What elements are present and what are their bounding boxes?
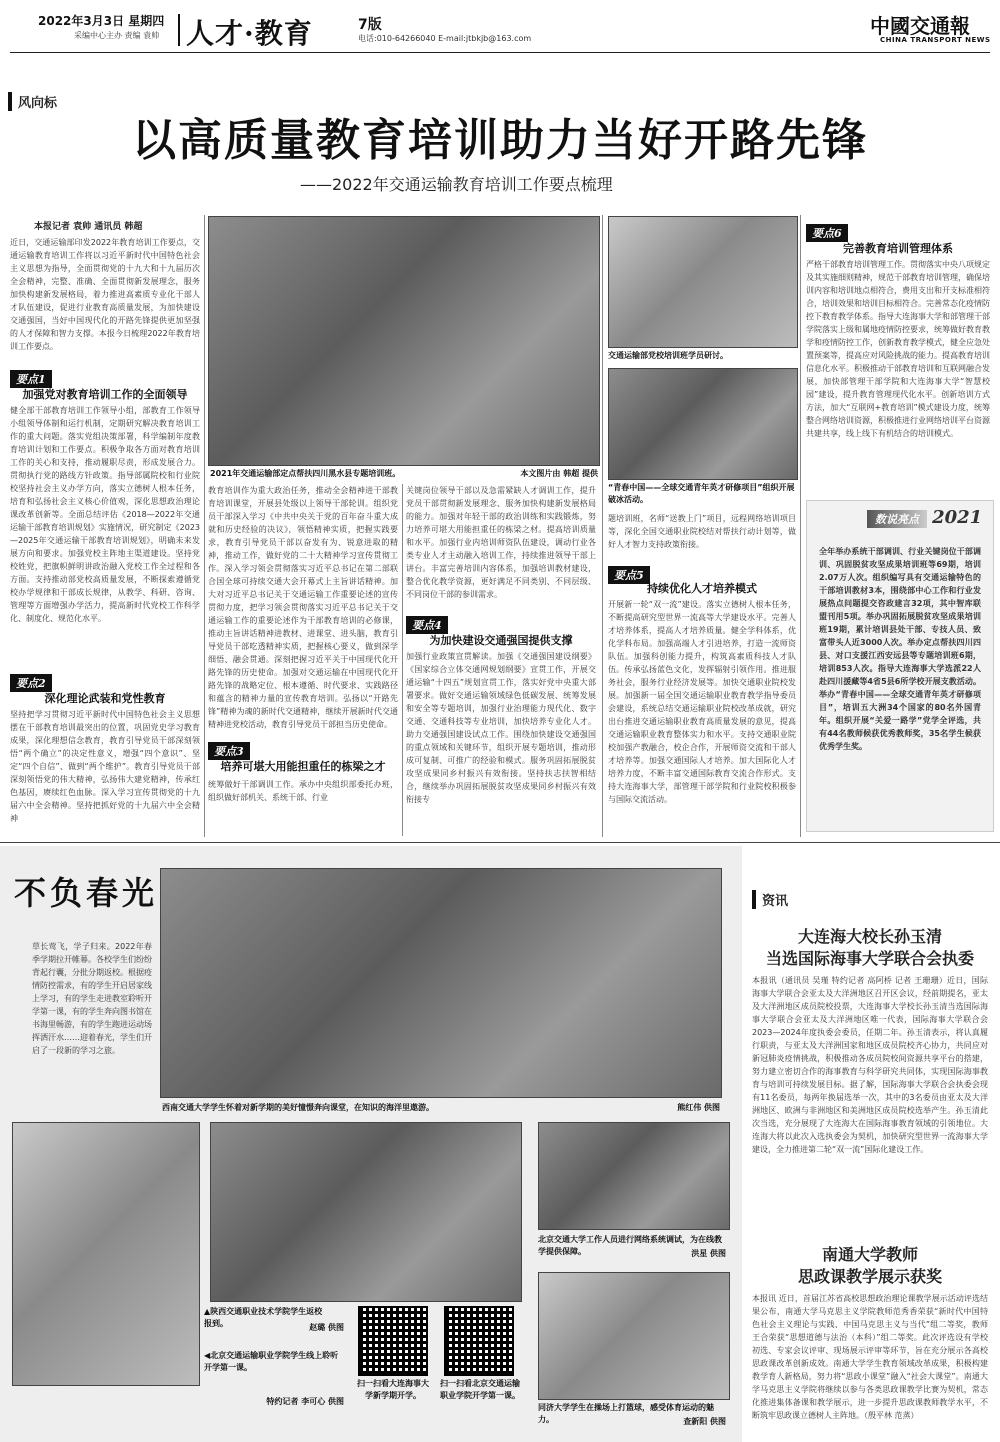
col-divider-3 [602,215,603,837]
icebreaker-photo [608,368,798,480]
section-rule [0,842,1000,843]
photo-d-caption: 同济大学学生在操场上打篮球，感受体育运动的魅力。 [538,1403,714,1424]
photo3-caption: “青春中国——全球交通青年英才研修项目”组织开展破冰活动。 [608,483,795,504]
masthead [0,0,1000,74]
newspaper-logo-en: CHINA TRANSPORT NEWS [880,36,991,44]
newspaper-logo: 中國交通報 [870,14,970,38]
point3-badge [208,740,250,760]
photo-a-credit: 赵璐 供图 [309,1323,344,1332]
news2-title-2: 思政课教学展示获奖 [797,1267,942,1286]
point6-heading: 完善教育培训管理体系 [843,242,953,255]
point4-badge [406,614,448,634]
point5-heading: 持续优化人才培养模式 [647,582,757,595]
photo1-credit: 本文图片由 韩超 提供 [520,469,598,478]
point3-text: 统筹做好干部调训工作。承办中央组织部委托办班，组织做好部机关、系统干部、行业 [208,780,398,802]
spring-text: 草长莺飞，学子归来。2022年春季学期拉开帷幕。各校学生们纷纷背起行囊，分批分期返校。根据疫情防控需求，有的学生开启居家线上学习，有的学生走进教室聆听开学第一课，有的学生奔向图书馆在书海里畅游，有的学生跑进运动场挥洒汗水……迎着春光，学生们开启了一段新的学习之旅。 [32,942,152,1055]
point3-heading: 培养可堪大用能担重任的栋梁之才 [220,760,386,773]
point2-heading: 深化理论武装和党性教育 [44,692,166,705]
news-label: 资讯 [762,894,789,909]
qr-code-beijing[interactable] [444,1306,514,1376]
news1-title-1: 大连海大校长孙玉清 [797,927,942,946]
right-top-text: 题培训班，名师“送教上门”项目，远程网络培训项目等，深化全国交通职业院校结对帮扶行动计划等，做好人才智力支持政策衔接。 [608,514,796,549]
point1-label: 要点1 [10,370,52,388]
qr1-caption: 扫一扫看大连海事大学新学期开学。 [357,1379,429,1400]
issue-date: 2022年3月3日 星期四 [38,14,165,28]
col-divider-1 [204,215,205,837]
news-tag [752,890,788,909]
point1-heading: 加强党对教育培训工作的全面领导 [22,388,188,401]
stats-year: 2021 [932,507,983,528]
point1-text: 健全部干部教育培训工作领导小组，部教育工作领导小组领导体制和运行机制，定期研究解决教育培训工作的重大问题。落实党组决策部署，科学编制年度教育培训计划和工作要点。积极争取各方面对教育培训工作的关心和支持，推动履职尽责，形成发展合力。贯彻执行党的路线方针政策。指导部属院校和行业院校坚持社会主义办学方向，落实立德树人根本任务，培育和弘扬社会主义核心价值观，深化思想政治理论课改革创新等。全面总结评估《2018—2022年交通运输干部教育培训规划》实施情况，研究制定《2023—2025年交通运输干部教育培训规划》，明确未来发展方向和要求。加强党校主阵地主渠道建设。坚持党校姓党，把旗帜鲜明讲政治融入党校工作全过程和各方面。支持推动部党校高质量发展，不断探索遵循党校办学规律和干部成长规律，从教学、科研、咨询、管理等方面增强办学活力，提高新时代党校工作科学化、制度化、规范化水平。 [10,406,200,623]
point6-text: 严格干部教育培训管理工作。贯彻落实中央八项规定及其实施细则精神，规范干部教育培训管理，确保培训内容和培训地点相符合，费用支出和开支标准相符合，培训效果和培训目标相符合。完善常态化疫情防控下教育教学体系。指导大连海事大学和部管理干部学院落实上级和属地疫情防控要求，统筹做好教育教学和疫情防控工作，创新教育教学模式，健全应急处置预案等，提高应对风险挑战的能力。提高教育培训信息化水平。积极推动干部教育培训和互联网融合发展，加快部管理干部学院和大连海事大学“智慧校园”建设，提升教育管理现代化水平。创新培训方式方法，加大“互联网+教育培训”模式建设力度，统筹整合网络培训资源，积极推进行业网络培训平台资源共建共享，线上线下有机结合的培训模式。 [806,260,990,438]
news2-title-1: 南通大学教师 [821,1245,918,1264]
point3-label: 要点3 [208,742,250,760]
stats-text: 全年举办系统干部调训、行业关键岗位干部调训、巩固脱贫攻坚成果培训班等69期，培训2.07万人次。组织编写具有交通运输特色的干部培训教材3本，围绕部中心工作和行业发展热点问题提交咨政建言32项，其中智库联盟刊用5项。举办巩固拓展脱贫攻坚成果培训班19期，累计培训县处干部、专技人员、致富带头人近3000人次。举办定点帮扶四川四县、对口支援江西安远县等专题培训班6期，培训853人次。指导大连海事大学选派22人赴四川援藏等4省5县6所学校开展支教活动。举办“青春中国——全球交通青年英才研修项目”，培训五大洲34个国家的80名外国青年。组织开展“关爱一路学”党学全评选，共有44名教师候获优秀教师奖，35名学生候获优秀学生奖。 [819,547,981,751]
point2-label: 要点2 [10,674,52,692]
basketball-photo [538,1272,730,1400]
contact-line: 电话:010-64266040 E-mail:jtbkjb@163.com [358,34,532,43]
photo-c-credit: 洪星 供图 [691,1249,726,1258]
subheadline: ——2022年交通运输教育培训工作要点梳理 [300,175,613,194]
col-divider-4 [800,215,801,837]
page-number: 7版 [358,17,382,33]
photo-b-credit: 特约记者 李可心 供图 [266,1397,344,1406]
photo-b-caption: ◀北京交通运输职业学院学生线上聆听开学第一课。 [204,1351,339,1372]
online-class-photo [12,1122,200,1386]
point4-text: 加强行业政策宣贯解读。加强《交通强国建设纲要》《国家综合立体交通网规划纲要》宣贯工作，开展交通运输“十四五”规划宣贯工作，落实好党中央重大部署要求。做好交通运输领域绿色低碳发展、统筹发展和安全等专题培训，加强行业治理能力现代化、数字交通、交通科技等专业培训，加快培养专业化人才。助力交通强国建设试点工作。围绕加快建设交通强国的重点领域和关键环节，组织开展专题培训，推动形成可复制、可推广的经验和模式。服务巩固拓展脱贫攻坚成果同乡村振兴有效衔接。坚持扶志扶智相结合，继续举办巩固拓展脱贫攻坚成果同乡村振兴有效衔接专 [406,652,596,804]
photo-d-credit: 查新阳 供图 [683,1417,726,1426]
qr2-caption: 扫一扫看北京交通运输职业学院开学第一课。 [440,1379,520,1400]
point6-badge [806,222,848,242]
mid-column-text-2: 关键岗位领导干部以及急需紧缺人才调训工作，提升党员干部贯彻新发展理念、服务加快构建新发展格局的能力。加强对年轻干部的政治训练和实践锻炼，努力培养可堪大用能担重任的栋梁之材。提高培训质量和水平。加强行业内培训师资队伍建设，调动行业各类专业人才主动融入培训工作，持续推进领导干部上讲台。丰富完善培训内容体系，加强培训教材建设，整合优化教学资源，更好满足不同类别、不同层级、不同岗位干部的参训需求。 [406,486,596,599]
campus-return-photo [210,1122,522,1302]
training-class-photo [208,216,600,466]
column-label: 风向标 [18,96,58,111]
stats-label: 数说亮点 [867,510,927,528]
stats-header [807,507,993,528]
point4-heading: 为加快建设交通强国提供支撑 [429,634,573,647]
stats-box [806,500,994,832]
section-title: 人才·教育 [186,17,313,50]
point4-label: 要点4 [406,616,448,634]
point2-badge [10,672,52,692]
news1-text: 本报讯（通讯员 吴瑾 特约记者 高阿桥 记者 王珊珊）近日，国际海事大学联合会亚太及大洋洲地区召开区会议，经前期提名，亚太及大洋洲地区成员院校投票，大连海事大学校长孙玉清当选国际海事大学联合会亚太及大洋洲地区唯一代表，国际海事大学联合会2023—2024年度执委会委员，任期二年。孙玉清表示，将认真履行职责，与亚太及大洋洲国家和地区成员院校齐心协力，共同应对新冠肺炎疫情挑战，积极推动各成员院校间资源共享平台的搭建，努力建立密切合作的海事教育与科学研究共同体，实现国际海事教育与培训可持续发展目标。据了解，国际海事大学联合会执委会现有11名委员，每两年换届选举一次，其中的3名委员由亚太及大洋洲地区、欧洲与非洲地区和美洲地区成员院校选举产生。孙玉清此次当选，充分展现了大连海大在国际海事教育领域的引领地位。大连海大将以此次入选执委会为契机，加快研究型世界一流海事大学建设，全力推进第二轮“双一流”国际化建设工作。 [752,976,988,1154]
photo2-caption: 交通运输部党校培训班学员研讨。 [608,351,728,360]
headline: 以高质量教育培训助力当好开路先锋 [132,115,868,166]
point5-label: 要点5 [608,566,650,584]
classroom-photo-credit: 熊红伟 供图 [677,1103,720,1112]
classroom-photo-caption: 西南交通大学学生怀着对新学期的美好憧憬奔向课堂，在知识的海洋里遨游。 [162,1103,434,1112]
point1-badge [10,368,52,388]
header-divider [178,14,180,46]
point5-text: 开展新一轮“双一流”建设。落实立德树人根本任务，不断提高研究型世界一流高等大学建设水平。完善人才培养体系，提高人才培养质量。健全学科体系，优化学科布局。加强高端人才引进培养，打造一流师资队伍。加强科创能力提升，构筑高素质科技人才队伍。传承弘扬蓝色文化，发挥辐射引领作用。推进服务社会，服务行业经济发展等。加快交通职业院校发展。加强新一届全国交通运输职业教育教学指导委员会建设，系统总结交通运输职业院校改革成就，研究出台推进交通运输职业教育高质量发展的意见，提高交通运输职业教育整体实力和水平。支持交通职业院校加强产教融合，校企合作，开展师资交流和干部人才培养等。加强交通国际人才培养。加大国际化人才培养力度，不断丰富交通国际教育交流合作形式。支持大连海事大学，部管理干部学院和行业院校积极参与国际交流活动。 [608,600,796,804]
news2-text: 本报讯 近日，首届江苏省高校思想政治理论课教学展示活动评选结果公布，南通大学马克思主义学院教师范秀香荣获“新时代中国特色社会主义理论与实践、中国马克思主义与当代”组二等奖，教师王合荣获“思想道德与法治（本科）”组二等奖。此次评选设有学校初选、专家会议评审、现场展示评审等环节，旨在充分展示各高校思政课改革创新成效。南通大学学生教育领域改革成果，积极构建教学育人新格局，努力将“思政小课堂”融入“社会大课堂”。南通大学马克思主义学院将继续以参与各类思政课教学比赛为契机，常态化推进集体备课和教学展示，进一步提升思政课教师教学水平，不断筑牢思政课立德树人主阵地。（殷平林 范蒸） [752,1294,988,1420]
classroom-photo [160,868,722,1098]
news1-title-2: 当选国际海事大学联合会执委 [765,949,974,968]
photo-c-caption: 北京交通大学工作人员进行网络系统调试，为在线教学提供保障。 [538,1235,722,1256]
point6-label: 要点6 [806,224,848,242]
col-divider-2 [402,484,403,836]
byline: 本报记者 袁帅 通讯员 韩超 [34,222,143,232]
point2-text: 坚持把学习贯彻习近平新时代中国特色社会主义思想摆在干部教育培训最突出的位置，巩固党史学习教育成果，深化理想信念教育，教育引导党员干部深刻领悟“两个确立”的决定性意义，增强“四个意识”、坚定“四个自信”、做到“两个维护”。教育引导党员干部深刻领悟党的伟大精神，弘扬伟大建党精神，传承红色基因，赓续红色血脉。深入学习宣传贯彻党的十九届六中全会精神。坚持把抓好党的十九届六中全会精神 [10,710,200,823]
mid-column-text-1: 教育培训作为重大政治任务，推动全会精神进干部教育培训课堂，开展县处级以上领导干部轮训。组织党员干部深入学习《中共中央关于党的百年奋斗重大成就和历史经验的决议》，领悟精神实质，把握实践要求，教育引导党员干部以奋发有为、锐意进取的精神，推动工作，做好党的二十大精神学习宣传贯彻工作。深入学习领会贯彻落实习近平总书记在第二部联合国全球可持续交通大会开幕式上主旨讲话精神。加大对习近平总书记关于交通运输工作重要论述的宣传贯彻力度，把学习领会贯彻落实习近平总书记关于交通运输工作的重要论述作为干部教育培训的必修课，推动主旨讲话精神进教材、进课堂、进头脑，教育引导党员干部吃透精神实质，把握核心要义，做到深学细悟、融会贯通。深刻把握习近平关于中国现代化开路先锋的历史使命。加强对交通运输在中国现代化开路先锋的战略定位、根本遵循、时代要求、实践路径和蕴含的精神力量的宣传教育培训。弘扬以“开路先锋”精神为魂的新时代交通精神，继续开展新时代交通精神进党校活动，教育引导党员干部担当历史使命。 [208,486,398,729]
seminar-photo [608,216,798,348]
network-debug-photo [538,1122,730,1230]
photo-a-caption: ▲陕西交通职业技术学院学生返校报到。 [204,1307,323,1328]
photo1-caption: 2021年交通运输部定点帮扶四川黑水县专题培训班。 [210,469,401,478]
spring-title: 不负春光 [14,874,159,912]
qr-code-dalian[interactable] [358,1306,428,1376]
editors-line: 采编中心主办 责编 袁帅 [74,31,160,40]
header-rule [10,52,990,53]
intro-text: 近日，交通运输部印发2022年教育培训工作要点，交通运输教育培训工作将以习近平新时代中国特色社会主义思想为指导，全面贯彻党的十九大和十九届历次全会精神，完整、准确、全面贯彻新发展理念，服务加快构建新发展格局，着力推进高素质专业化干部人才队伍建设，促进行业教育高质量发展，为加快建设交通强国，当好中国现代化的开路先锋提供更加坚强的人才保障和智力支撑。本报今日梳理2022年教育培训工作要点。 [10,238,200,351]
